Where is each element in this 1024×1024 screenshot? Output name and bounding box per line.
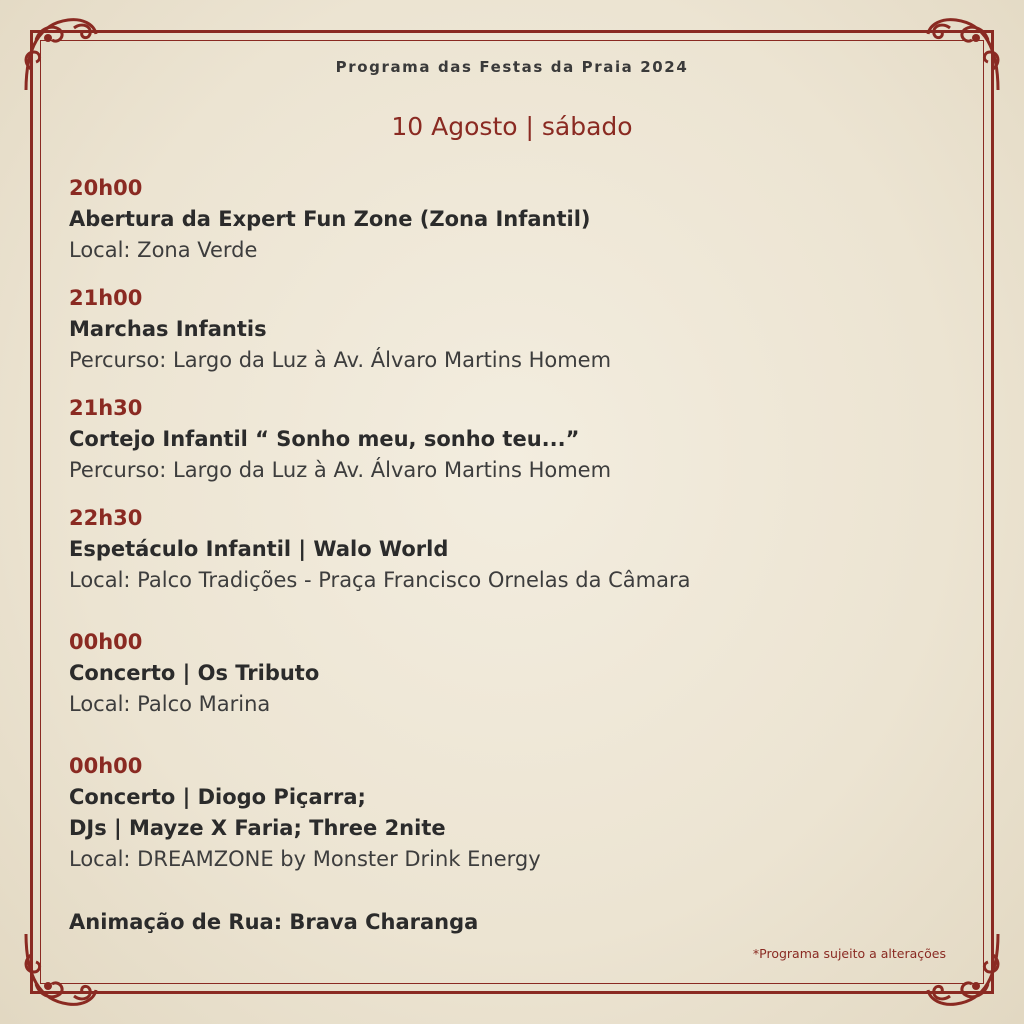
event-name: Concerto | Diogo Piçarra; — [69, 785, 366, 809]
event-name: Espetáculo Infantil | Walo World — [69, 537, 449, 561]
event-time: 00h00 — [69, 630, 143, 654]
page-title: Programa das Festas da Praia 2024 — [335, 58, 689, 76]
event-location: Local: Palco Marina — [69, 692, 271, 716]
event-location: Local: DREAMZONE by Monster Drink Energy — [69, 847, 541, 871]
event-name: Abertura da Expert Fun Zone (Zona Infantil) — [69, 207, 591, 231]
list-item — [69, 283, 949, 376]
event-location: Percurso: Largo da Luz à Av. Álvaro Martins Homem — [69, 348, 612, 372]
event-name: Cortejo Infantil “ Sonho meu, sonho teu...” — [69, 427, 580, 451]
event-time: 22h30 — [69, 506, 143, 530]
street-animation-label: Animação de Rua: Brava Charanga — [69, 910, 479, 934]
list-item — [69, 751, 949, 875]
event-name: Marchas Infantis — [69, 317, 267, 341]
event-time: 21h00 — [69, 286, 143, 310]
list-item — [69, 393, 949, 486]
list-item — [69, 173, 949, 266]
ornamental-corner-icon — [916, 924, 1006, 1014]
ornamental-corner-icon — [18, 10, 108, 100]
event-time: 21h30 — [69, 396, 143, 420]
event-name: Concerto | Os Tributo — [69, 661, 320, 685]
event-time: 20h00 — [69, 176, 143, 200]
list-item — [69, 503, 949, 596]
date-heading: 10 Agosto | sábado — [391, 112, 633, 141]
event-location: Local: Palco Tradições - Praça Francisco Ornelas da Câmara — [69, 568, 691, 592]
list-item — [69, 627, 949, 720]
schedule-list — [69, 173, 949, 875]
event-name-line2: DJs | Mayze X Faria; Three 2nite — [69, 816, 446, 840]
disclaimer-note: *Programa sujeito a alterações — [752, 946, 946, 961]
event-location: Local: Zona Verde — [69, 238, 258, 262]
event-location: Percurso: Largo da Luz à Av. Álvaro Martins Homem — [69, 458, 612, 482]
ornamental-corner-icon — [916, 10, 1006, 100]
event-time: 00h00 — [69, 754, 143, 778]
